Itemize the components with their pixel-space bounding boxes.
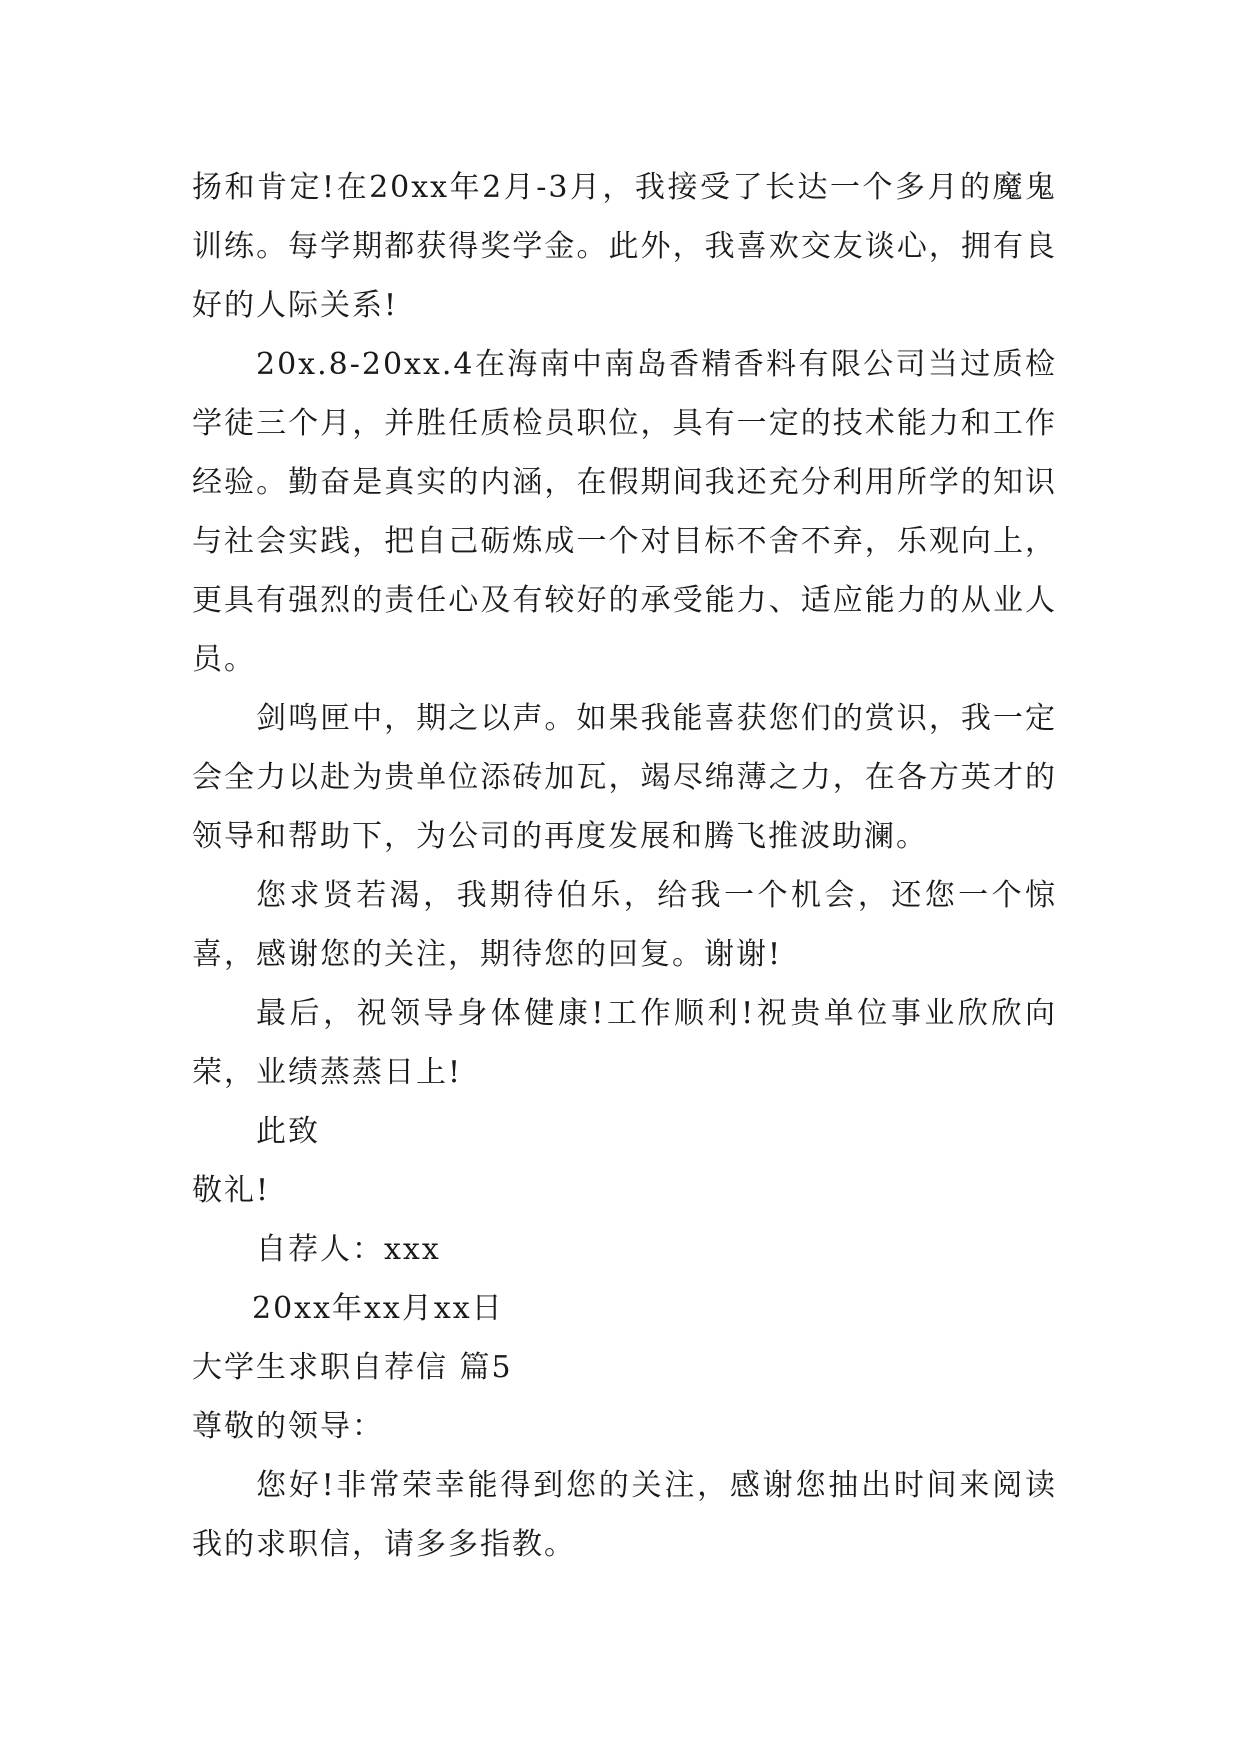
greeting-line: 尊敬的领导：: [192, 1409, 384, 1444]
paragraph-wishes: 最后，祝领导身体健康!工作顺利!祝贵单位事业欣欣向荣，业绩蒸蒸日上!: [192, 996, 1057, 1090]
paragraph-experience: 20x.8-20xx.4在海南中南岛香精香料有限公司当过质检学徒三个月，并胜任质检员职位，具有一定的技术能力和工作经验。勤奋是真实的内涵，在假期间我还充分利用所学的知识与社会实践，把自己砺炼成一个对目标不舍不弃，乐观向上，更具有强烈的责任心及有较好的承受能力、适应能力的从业人员。: [192, 347, 1057, 677]
document-page: [192, 158, 1057, 1574]
paragraph-commitment: 剑鸣匣中，期之以声。如果我能喜获您们的赏识，我一定会全力以赴为贵单位添砖加瓦，竭尽绵薄之力，在各方英才的领导和帮助下，为公司的再度发展和腾飞推波助澜。: [192, 701, 1057, 854]
signer-line: 自荐人：xxx: [256, 1232, 441, 1267]
salute-line: 敬礼!: [192, 1173, 271, 1208]
closing-line: 此致: [256, 1114, 320, 1149]
paragraph-praise: 扬和肯定!在20xx年2月-3月，我接受了长达一个多月的魔鬼训练。每学期都获得奖学金。此外，我喜欢交友谈心，拥有良好的人际关系!: [192, 170, 1057, 323]
section-title: 大学生求职自荐信 篇5: [192, 1350, 513, 1385]
date-line: 20xx年xx月xx日: [252, 1291, 504, 1326]
paragraph-opening: 您好!非常荣幸能得到您的关注，感谢您抽出时间来阅读我的求职信，请多多指教。: [192, 1468, 1057, 1562]
paragraph-request: 您求贤若渴，我期待伯乐，给我一个机会，还您一个惊喜，感谢您的关注，期待您的回复。谢谢!: [192, 878, 1057, 972]
